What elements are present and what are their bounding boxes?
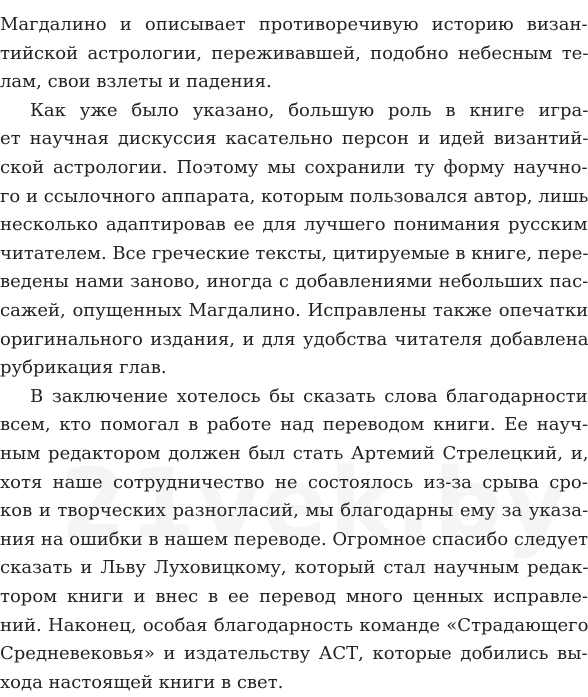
text-line: хотя наше сотрудничество не состоялось из-за срыва сро-: [0, 471, 588, 493]
text-line: го и ссылочного аппарата, которым пользовался автор, лишь: [0, 185, 588, 207]
text-line: ния на ошибки в нашем переводе. Огромное спасибо следует: [0, 528, 588, 550]
text-line: ведены нами заново, иногда с добавлениями небольших пас-: [0, 271, 588, 293]
text-line: оригинального издания, и для удобства читателя добавлена: [0, 328, 588, 350]
text-line: лам, свои взлеты и падения.: [0, 71, 272, 93]
text-line: несколько адаптировав ее для лучшего понимания русским: [0, 214, 588, 236]
text-line: ным редактором должен был стать Артемий Стрелецкий, и,: [0, 443, 588, 464]
text-line: ний. Наконец, особая благодарность команде «Страдающего: [0, 614, 588, 636]
text-line: ков и творческих разногласий, мы благодарны ему за указа-: [0, 500, 588, 522]
text-line: Магдалино и описывает противоречивую историю визан-: [0, 14, 588, 35]
text-line: всем, кто помогал в работе над переводом книги. Ее науч-: [0, 414, 588, 436]
text-line: Как уже было указано, большую роль в книге игра-: [30, 99, 588, 121]
text-line: В заключение хотелось бы сказать слова благодарности: [30, 385, 588, 407]
text-line: тийской астрологии, переживавшей, подобно небесным те-: [0, 42, 588, 64]
text-line: ской астрологии. Поэтому мы сохранили ту форму научно-: [0, 157, 588, 178]
text-line: сажей, опущенных Магдалино. Исправлены также опечатки: [0, 300, 588, 321]
text-line: ет научная дискуссия касательно персон и идей византий-: [0, 128, 588, 150]
text-line: рубрикация глав.: [0, 357, 167, 379]
text-line: хода настоящей книги в свет.: [0, 671, 284, 693]
text-line: читателем. Все греческие тексты, цитируемые в книге, пере-: [0, 242, 588, 264]
text-line: сказать и Льву Луховицкому, который стал научным редак-: [0, 557, 588, 579]
text-line: Средневековья» и издательству АСТ, которые добились вы-: [0, 643, 588, 665]
text-line: тором книги и внес в ее перевод много ценных исправле-: [0, 586, 588, 607]
